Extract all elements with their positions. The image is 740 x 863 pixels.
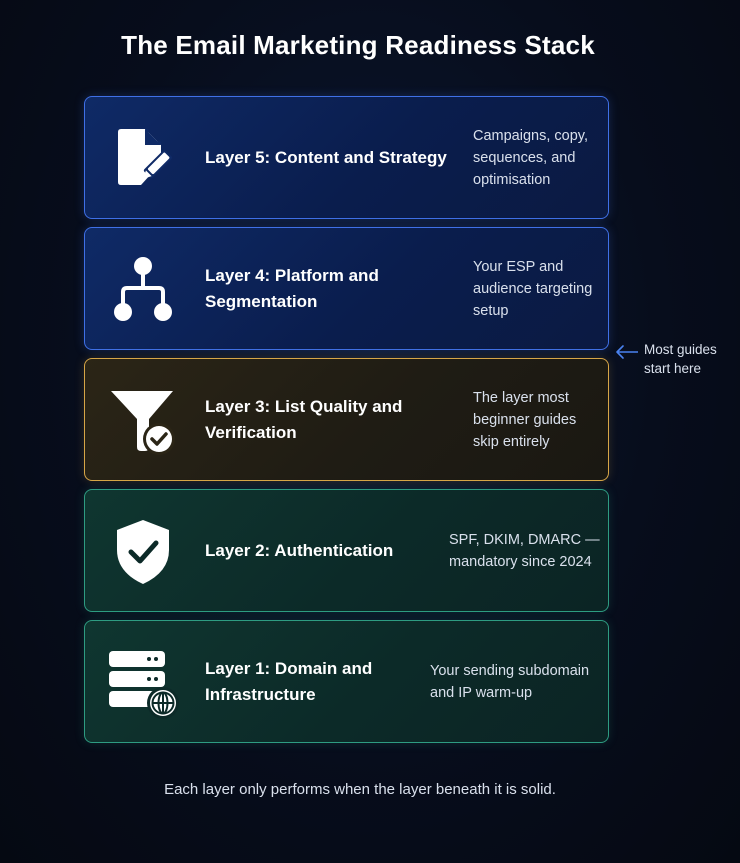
layer-3-name: Layer 3: List Quality and Verification [205, 396, 403, 442]
layer-2-description: SPF, DKIM, DMARC — mandatory since 2024 [449, 531, 600, 570]
funnel-check-icon [107, 385, 179, 457]
callout-text: Most guides start here [644, 342, 717, 376]
layer-5-card [84, 96, 609, 219]
layer-1-description: Your sending subdomain and IP warm-up [430, 662, 590, 701]
document-edit-icon [107, 123, 179, 195]
layer-2-card [84, 489, 609, 612]
layer-5-description: Campaigns, copy, sequences, and optimisation [473, 127, 588, 188]
callout [614, 340, 734, 380]
layer-5-name: Layer 5: Content and Strategy [205, 147, 447, 167]
arrow-left-icon [614, 344, 640, 360]
server-globe-icon [107, 647, 179, 719]
footer-caption: Each layer only performs when the layer beneath it is solid. [164, 781, 556, 798]
hierarchy-icon [107, 254, 179, 326]
shield-check-icon [107, 516, 179, 588]
layer-1-name: Layer 1: Domain and Infrastructure [205, 658, 373, 704]
layer-4-name: Layer 4: Platform and Segmentation [205, 265, 379, 311]
layer-2-name: Layer 2: Authentication [205, 540, 394, 560]
layer-3-description: The layer most beginner guides skip entirely [473, 389, 577, 450]
layer-3-card [84, 358, 609, 481]
page-title: The Email Marketing Readiness Stack [121, 30, 595, 60]
layer-4-description: Your ESP and audience targeting setup [473, 258, 593, 319]
layer-4-card [84, 227, 609, 350]
layer-1-card [84, 620, 609, 743]
